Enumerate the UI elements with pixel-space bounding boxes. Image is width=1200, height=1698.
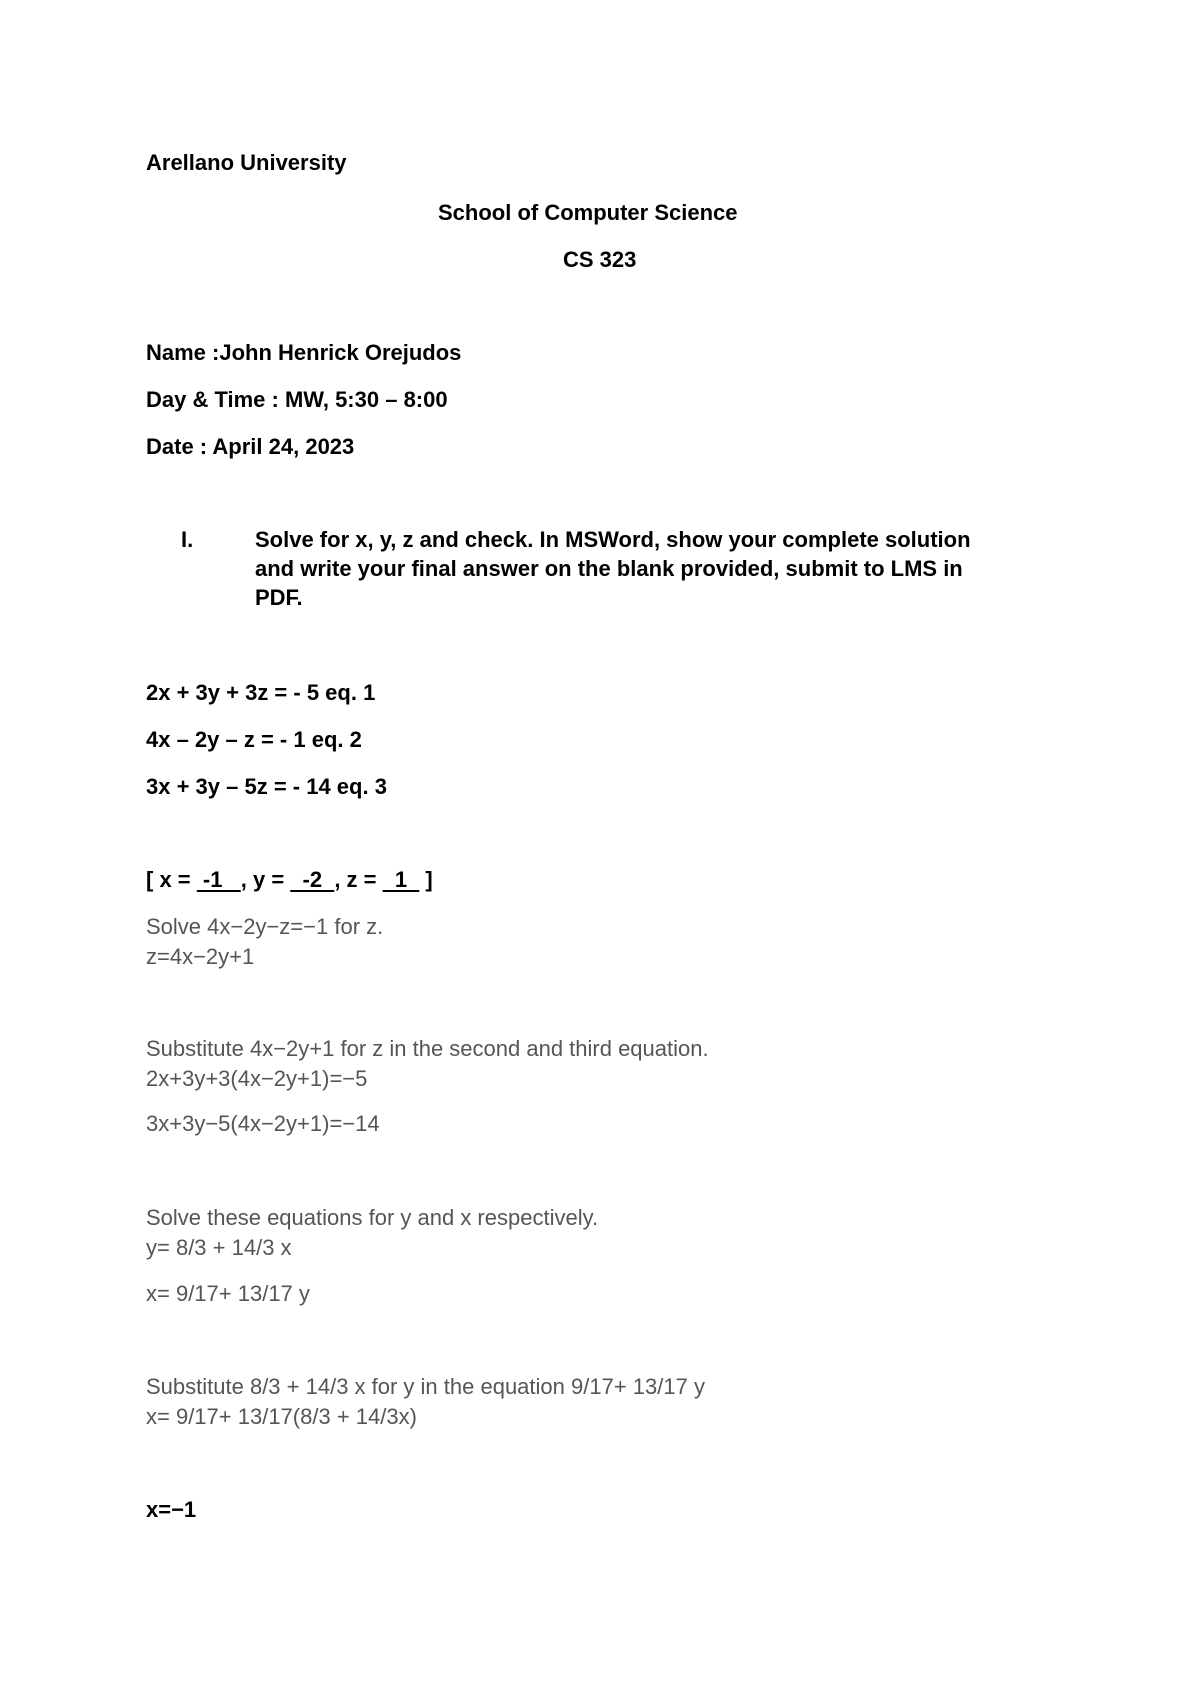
school-name: School of Computer Science <box>438 200 738 225</box>
instruction-number: I. <box>181 527 194 552</box>
answer-x-blank: -1 <box>196 867 241 892</box>
step-3-equation-2: x= 9/17+ 13/17 y <box>146 1281 310 1306</box>
equation-1: 2x + 3y + 3z = - 5 eq. 1 <box>146 680 376 705</box>
instruction-line-1: Solve for x, y, z and check. In MSWord, show your complete solution <box>255 527 971 552</box>
answer-close: ] <box>419 867 433 892</box>
answer-y-blank: -2 <box>290 867 335 892</box>
step-4-text: Substitute 8/3 + 14/3 x for y in the equation 9/17+ 13/17 y <box>146 1374 705 1399</box>
course-code: CS 323 <box>563 247 637 272</box>
date-line: Date : April 24, 2023 <box>146 434 355 459</box>
schedule-line: Day & Time : MW, 5:30 – 8:00 <box>146 387 448 412</box>
answer-sep-1: , y = <box>240 867 291 892</box>
step-3-equation-1: y= 8/3 + 14/3 x <box>146 1235 292 1260</box>
answer-sep-2: , z = <box>334 867 383 892</box>
instruction-line-3: PDF. <box>255 585 303 610</box>
student-name-line: Name :John Henrick Orejudos <box>146 340 462 365</box>
step-4-equation: x= 9/17+ 13/17(8/3 + 14/3x) <box>146 1404 417 1429</box>
step-2-equation-1: 2x+3y+3(4x−2y+1)=−5 <box>146 1066 368 1091</box>
university-name: Arellano University <box>146 150 347 175</box>
step-1-text: Solve 4x−2y−z=−1 for z. <box>146 914 384 939</box>
step-1-result: z=4x−2y+1 <box>146 944 255 969</box>
answer-z-blank: 1 <box>382 867 420 892</box>
equation-3: 3x + 3y – 5z = - 14 eq. 3 <box>146 774 387 799</box>
equation-2: 4x – 2y – z = - 1 eq. 2 <box>146 727 362 752</box>
step-3-text: Solve these equations for y and x respectively. <box>146 1205 599 1230</box>
final-answer-line <box>146 867 433 893</box>
step-2-text: Substitute 4x−2y+1 for z in the second and third equation. <box>146 1036 709 1061</box>
final-result: x=−1 <box>146 1497 197 1522</box>
step-2-equation-2: 3x+3y−5(4x−2y+1)=−14 <box>146 1111 380 1136</box>
answer-open: [ x = <box>146 867 197 892</box>
instruction-line-2: and write your final answer on the blank provided, submit to LMS in <box>255 556 963 581</box>
